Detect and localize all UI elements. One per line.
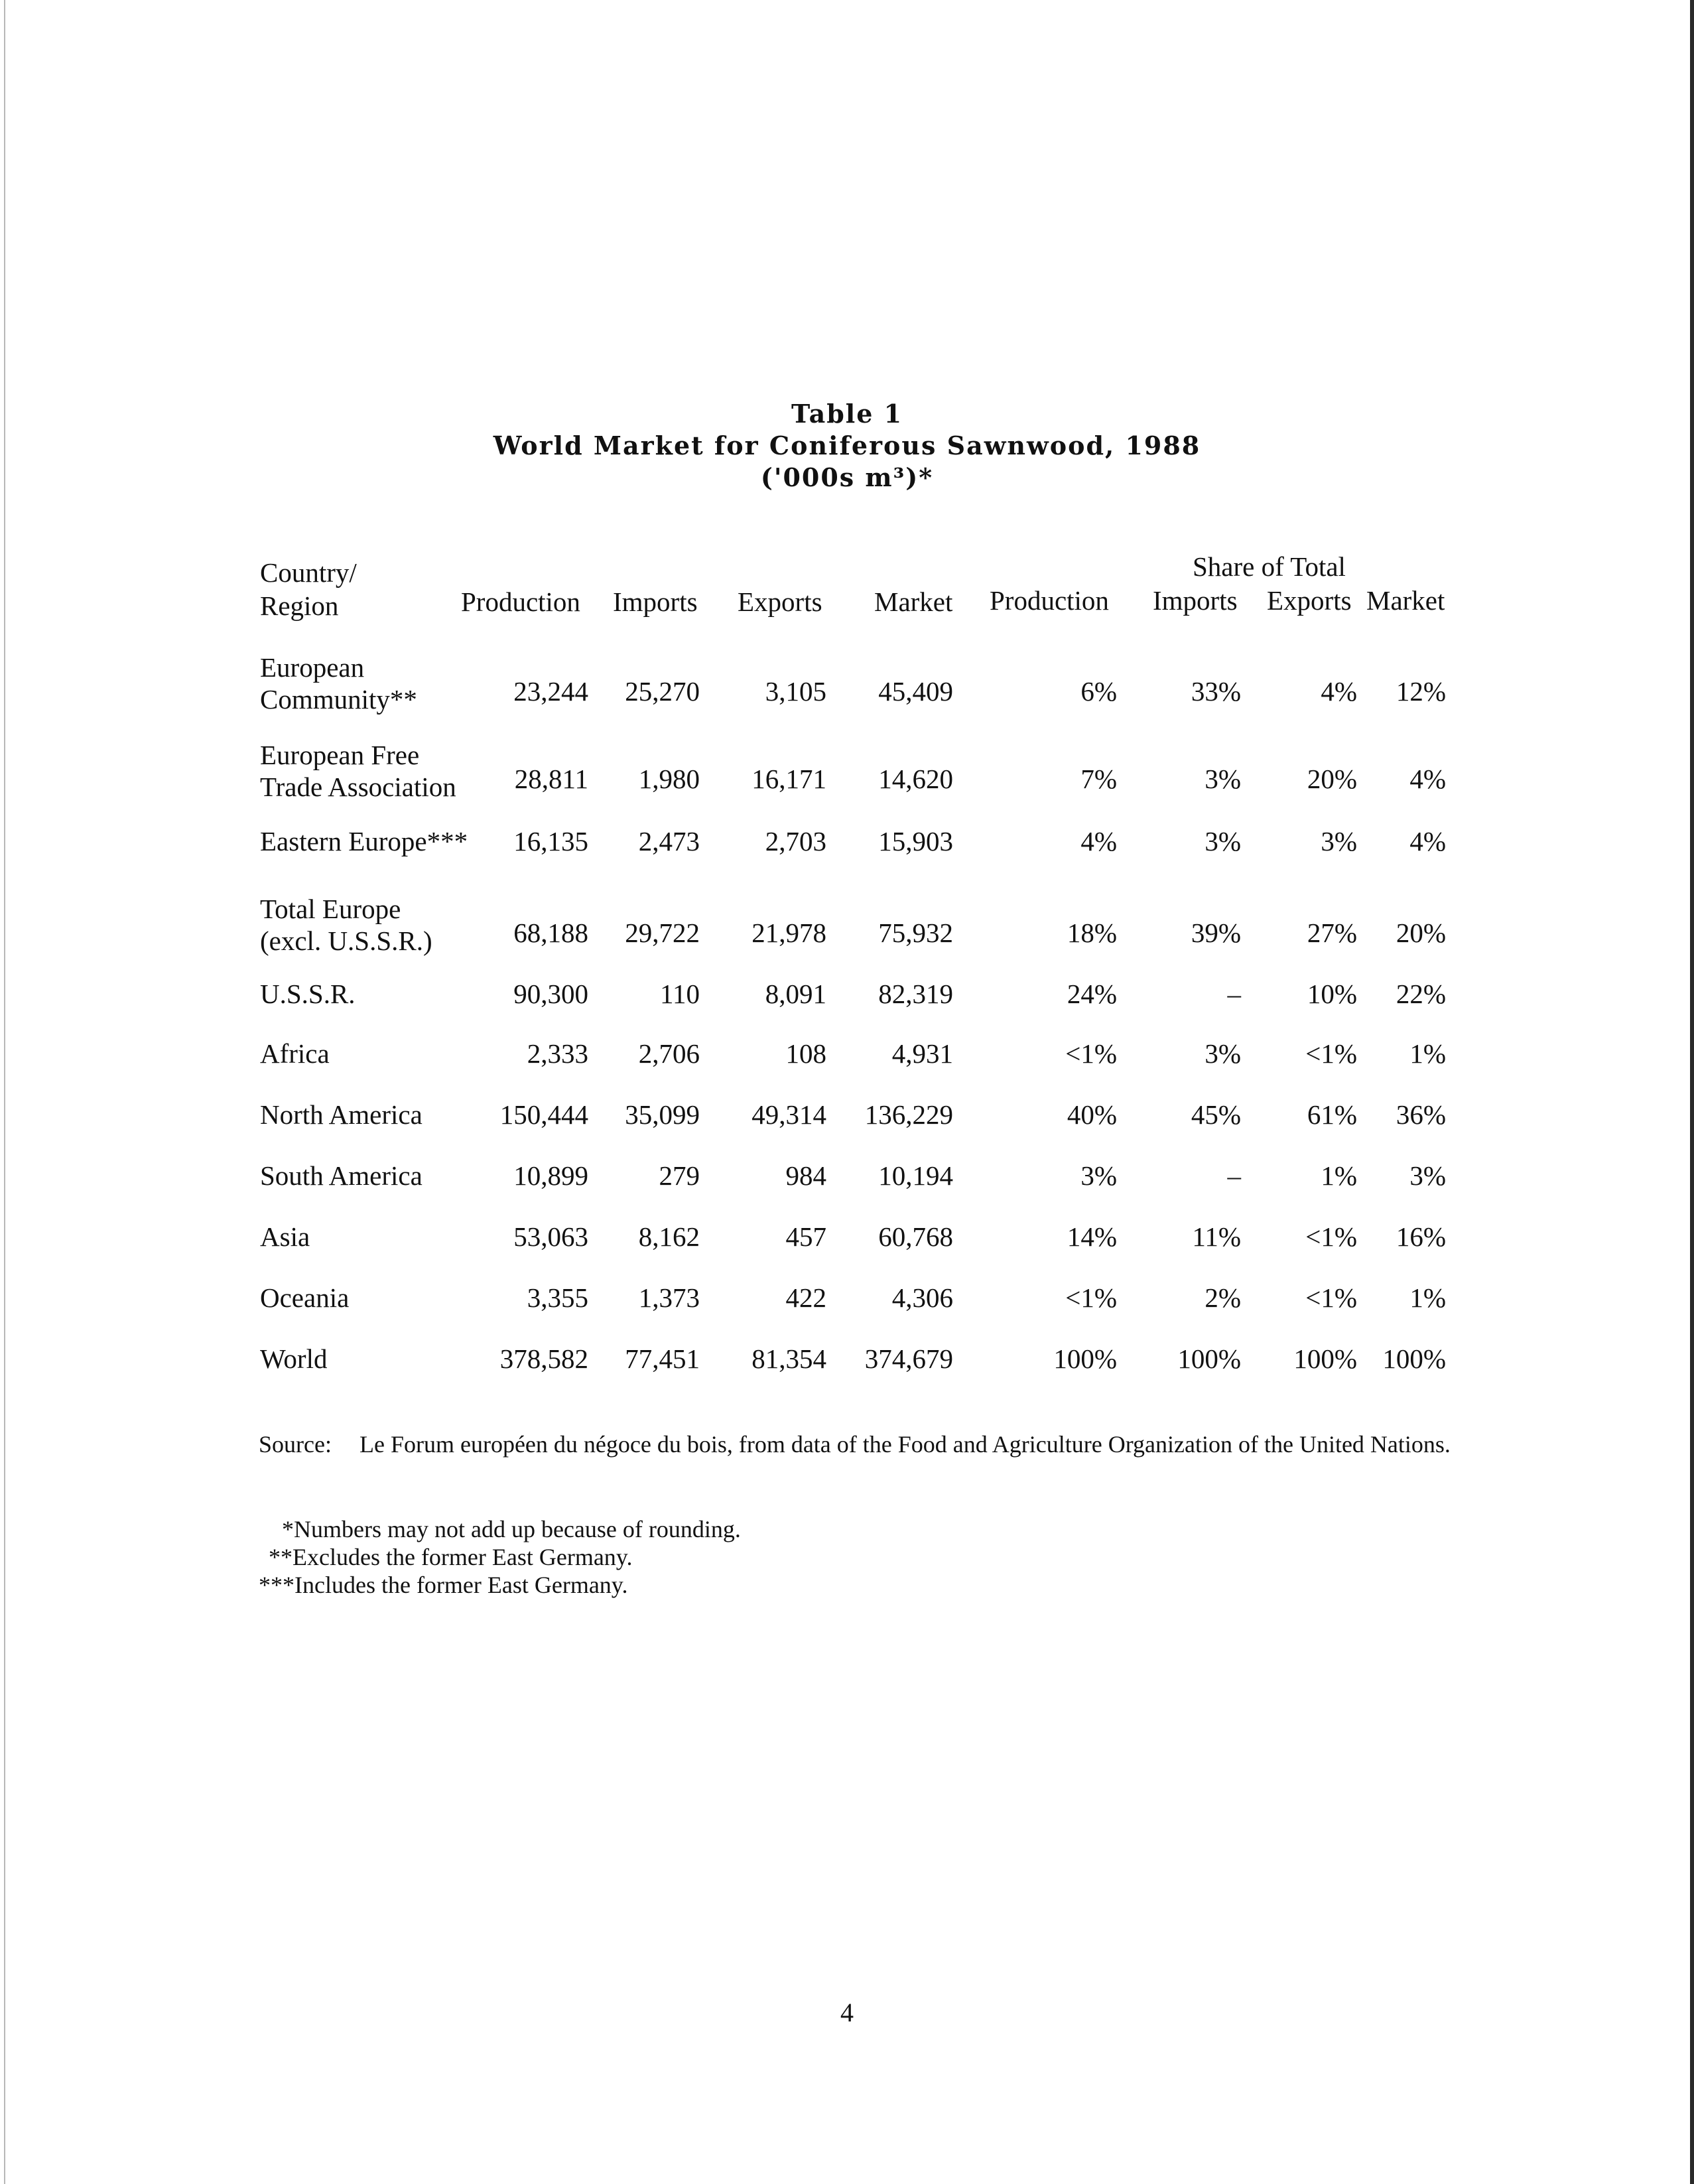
cell-exports: 108 [785,1038,826,1069]
cell-s-production: 6% [1080,676,1117,707]
page-number: 4 [840,1998,854,2027]
cell-s-imports: – [1227,979,1241,1009]
cell-s-production: <1% [1065,1282,1117,1313]
cell-s-production: 100% [1053,1343,1117,1374]
cell-s-market: 3% [1409,1160,1446,1191]
cell-production: 53,063 [513,1221,588,1252]
cell-production: 23,244 [513,676,588,707]
cell-exports: 49,314 [751,1099,826,1130]
cell-s-imports: 45% [1191,1099,1241,1130]
cell-s-exports: 10% [1307,979,1357,1009]
row-label-line1: Africa [260,1038,330,1069]
cell-s-market: 36% [1396,1099,1446,1130]
cell-exports: 2,703 [765,826,826,856]
row-label [260,1221,512,1253]
cell-s-market: 100% [1382,1343,1446,1374]
cell-s-market: 1% [1409,1282,1446,1313]
cell-s-exports: 4% [1321,676,1357,707]
row-label-line1: European Free [260,740,420,770]
row-label [260,1160,512,1192]
cell-production: 2,333 [527,1038,588,1069]
cell-s-exports: <1% [1305,1282,1357,1313]
cell-s-imports: 3% [1205,764,1241,794]
header-country: Country/ Region [260,557,357,621]
row-label [260,1038,512,1069]
cell-market: 4,306 [891,1282,953,1313]
row-label [260,651,512,715]
source-label: Source: [259,1431,332,1458]
header-production: Production [461,586,580,617]
footnote-includes: ***Includes the former East Germany. [259,1572,628,1598]
header-market: Market [874,586,953,617]
cell-s-market: 12% [1396,676,1446,707]
row-label-line1: North America [260,1099,423,1130]
footnote-excludes: **Excludes the former East Germany. [269,1544,633,1570]
cell-s-imports: 3% [1205,826,1241,856]
row-label [260,1099,512,1130]
cell-exports: 457 [785,1221,826,1252]
cell-imports: 8,162 [638,1221,700,1252]
row-label [260,739,512,803]
cell-imports: 25,270 [625,676,700,707]
cell-market: 15,903 [878,826,953,856]
header-share-imports: Imports [1153,585,1238,616]
cell-production: 68,188 [513,918,588,948]
row-label-line1: South America [260,1160,423,1191]
cell-exports: 16,171 [751,764,826,794]
cell-production: 90,300 [513,979,588,1009]
cell-s-exports: 3% [1321,826,1357,856]
cell-s-market: 1% [1409,1038,1446,1069]
cell-s-production: <1% [1065,1038,1117,1069]
cell-exports: 3,105 [765,676,826,707]
row-label-line1: Eastern Europe*** [260,826,468,856]
cell-imports: 29,722 [625,918,700,948]
row-label-line1: European [260,652,365,683]
cell-imports: 279 [659,1160,700,1191]
cell-s-market: 4% [1409,764,1446,794]
cell-imports: 77,451 [625,1343,700,1374]
row-label-line1: Total Europe [260,894,401,924]
cell-s-imports: 33% [1191,676,1241,707]
row-label-line1: World [260,1343,328,1374]
cell-imports: 1,980 [638,764,700,794]
row-label-line1: U.S.S.R. [260,979,356,1009]
header-share-group: Share of Total [1193,551,1346,582]
table-heading: World Market for Coniferous Sawnwood, 1988 [493,431,1201,460]
row-label-line2: Trade Association [260,772,456,802]
row-label [260,893,512,957]
header-imports: Imports [613,586,698,617]
cell-s-production: 24% [1067,979,1117,1009]
cell-exports: 422 [785,1282,826,1313]
cell-s-production: 40% [1067,1099,1117,1130]
cell-market: 10,194 [878,1160,953,1191]
table-number: Table 1 [791,399,903,429]
cell-imports: 2,706 [638,1038,700,1069]
cell-s-exports: 100% [1293,1343,1357,1374]
cell-production: 28,811 [514,764,588,794]
page-right-edge [1690,0,1694,2184]
cell-market: 82,319 [878,979,953,1009]
cell-s-market: 4% [1409,826,1446,856]
cell-market: 136,229 [864,1099,953,1130]
cell-s-production: 7% [1080,764,1117,794]
cell-s-imports: 100% [1177,1343,1241,1374]
cell-market: 60,768 [878,1221,953,1252]
cell-exports: 21,978 [751,918,826,948]
cell-s-market: 16% [1396,1221,1446,1252]
cell-exports: 984 [785,1160,826,1191]
footnote-rounding: *Numbers may not add up because of rounding. [282,1516,741,1542]
cell-exports: 81,354 [751,1343,826,1374]
header-share-exports: Exports [1267,585,1352,616]
cell-s-exports: 1% [1321,1160,1357,1191]
cell-s-imports: 39% [1191,918,1241,948]
row-label-line2: Community** [260,684,417,715]
row-label-line1: Oceania [260,1282,350,1313]
row-label [260,978,512,1010]
cell-s-imports: 3% [1205,1038,1241,1069]
cell-market: 45,409 [878,676,953,707]
cell-s-production: 14% [1067,1221,1117,1252]
row-label-line2: (excl. U.S.S.R.) [260,925,432,956]
cell-s-imports: 2% [1205,1282,1241,1313]
cell-s-exports: 20% [1307,764,1357,794]
cell-production: 3,355 [527,1282,588,1313]
page-left-edge [4,0,5,2184]
cell-imports: 35,099 [625,1099,700,1130]
row-label [260,1282,512,1314]
cell-market: 14,620 [878,764,953,794]
cell-market: 374,679 [864,1343,953,1374]
cell-exports: 8,091 [765,979,826,1009]
cell-imports: 1,373 [638,1282,700,1313]
cell-s-market: 22% [1396,979,1446,1009]
row-label [260,825,512,857]
row-label [260,1343,512,1375]
cell-production: 378,582 [499,1343,588,1374]
cell-s-production: 4% [1080,826,1117,856]
cell-production: 150,444 [499,1099,588,1130]
header-share-production: Production [990,585,1109,616]
cell-s-imports: 11% [1192,1221,1241,1252]
source-text: Le Forum européen du négoce du bois, from data of the Food and Agriculture Organization of the United Nations. [359,1431,1451,1458]
header-share-market: Market [1366,585,1445,616]
cell-s-market: 20% [1396,918,1446,948]
cell-s-imports: – [1227,1160,1241,1191]
cell-s-exports: 27% [1307,918,1357,948]
cell-s-production: 3% [1080,1160,1117,1191]
table-title [0,398,1694,494]
cell-production: 16,135 [513,826,588,856]
cell-s-exports: <1% [1305,1221,1357,1252]
cell-s-production: 18% [1067,918,1117,948]
table-units: ('000s m³)* [760,462,934,492]
cell-production: 10,899 [513,1160,588,1191]
cell-market: 75,932 [878,918,953,948]
cell-s-exports: <1% [1305,1038,1357,1069]
row-label-line1: Asia [260,1221,310,1252]
cell-s-exports: 61% [1307,1099,1357,1130]
cell-imports: 110 [660,979,700,1009]
cell-market: 4,931 [891,1038,953,1069]
header-exports: Exports [738,586,822,617]
cell-imports: 2,473 [638,826,700,856]
